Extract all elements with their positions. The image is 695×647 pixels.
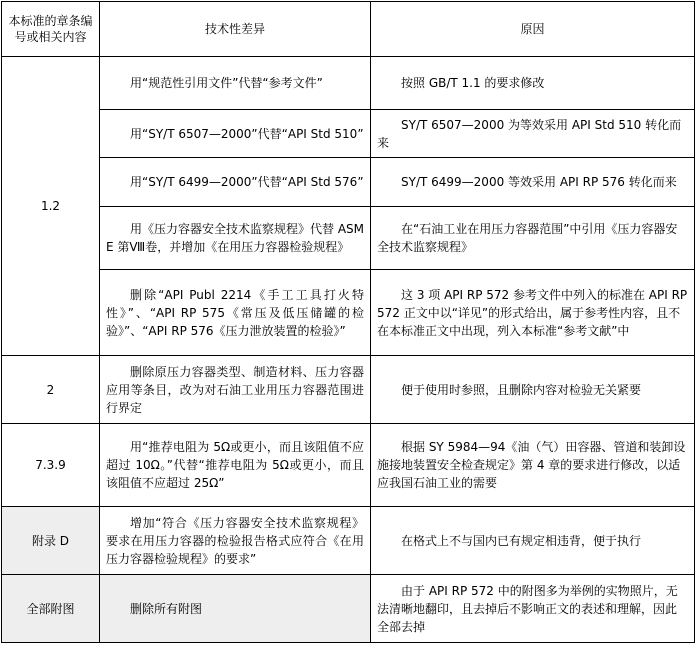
header-section: 本标准的章条编号或相关内容 — [2, 2, 100, 57]
difference-cell: 用“规范性引用文件”代替“参考文件” — [100, 57, 371, 110]
table-row — [2, 110, 695, 158]
reason-cell: SY/T 6499—2000 等效采用 API RP 576 转化而来 — [371, 158, 695, 207]
difference-cell: 用“SY/T 6499—2000”代替“API Std 576” — [100, 158, 371, 207]
difference-cell: 删除原压力容器类型、制造材料、压力容器应用等条目，改为对石油工业用压力容器范围进行界定 — [100, 356, 371, 424]
header-difference: 技术性差异 — [100, 2, 371, 57]
table-row — [2, 158, 695, 207]
table-row — [2, 424, 695, 507]
table-row — [2, 507, 695, 575]
reason-cell: 按照 GB/T 1.1 的要求修改 — [371, 57, 695, 110]
section-cell: 全部附图 — [2, 575, 100, 643]
table-row — [2, 207, 695, 270]
difference-cell: 增加“符合《压力容器安全技术监察规程》要求在用压力容器的检验报告格式应符合《在用压力容器检验规程》的要求” — [100, 507, 371, 575]
difference-cell: 用“SY/T 6507—2000”代替“API Std 510” — [100, 110, 371, 158]
table-row — [2, 270, 695, 356]
reason-cell: SY/T 6507—2000 为等效采用 API Std 510 转化而来 — [371, 110, 695, 158]
difference-cell: 删除“API Publ 2214《手工工具打火特性》”、“API RP 575《常压及低压储罐的检验》”、“API RP 576《压力泄放装置的检验》” — [100, 270, 371, 356]
difference-cell: 用《压力容器安全技术监察规程》代替 ASME 第Ⅷ卷，并增加《在用压力容器检验规程》 — [100, 207, 371, 270]
table-row — [2, 57, 695, 110]
difference-cell: 用“推荐电阻为 5Ω或更小，而且该阻值不应超过 10Ω。”代替“推荐电阻为 5Ω或更小，而且该阻值不应超过 25Ω” — [100, 424, 371, 507]
reason-cell: 这 3 项 API RP 572 参考文件中列入的标准在 API RP 572 正文中以“详见”的形式给出，属于参考性内容，且不在本标准正文中出现，列入本标准“参考文献”中 — [371, 270, 695, 356]
reason-cell: 根据 SY 5984—94《油（气）田容器、管道和装卸设施接地装置安全检查规定》第 4 章的要求进行修改，以适应我国石油工业的需要 — [371, 424, 695, 507]
section-cell: 7.3.9 — [2, 424, 100, 507]
reason-cell: 在“石油工业在用压力容器范围”中引用《压力容器安全技术监察规程》 — [371, 207, 695, 270]
technical-differences-table — [1, 1, 695, 643]
section-cell: 附录 D — [2, 507, 100, 575]
table-row — [2, 575, 695, 643]
reason-cell: 由于 API RP 572 中的附图多为举例的实物照片，无法清晰地翻印，且去掉后不影响正文的表述和理解，因此全部去掉 — [371, 575, 695, 643]
table-header-row — [2, 2, 695, 57]
reason-cell: 便于使用时参照，且删除内容对检验无关紧要 — [371, 356, 695, 424]
reason-cell: 在格式上不与国内已有规定相违背，便于执行 — [371, 507, 695, 575]
difference-cell: 删除所有附图 — [100, 575, 371, 643]
section-cell: 1.2 — [2, 57, 100, 356]
header-reason: 原因 — [371, 2, 695, 57]
table-row — [2, 356, 695, 424]
section-cell: 2 — [2, 356, 100, 424]
